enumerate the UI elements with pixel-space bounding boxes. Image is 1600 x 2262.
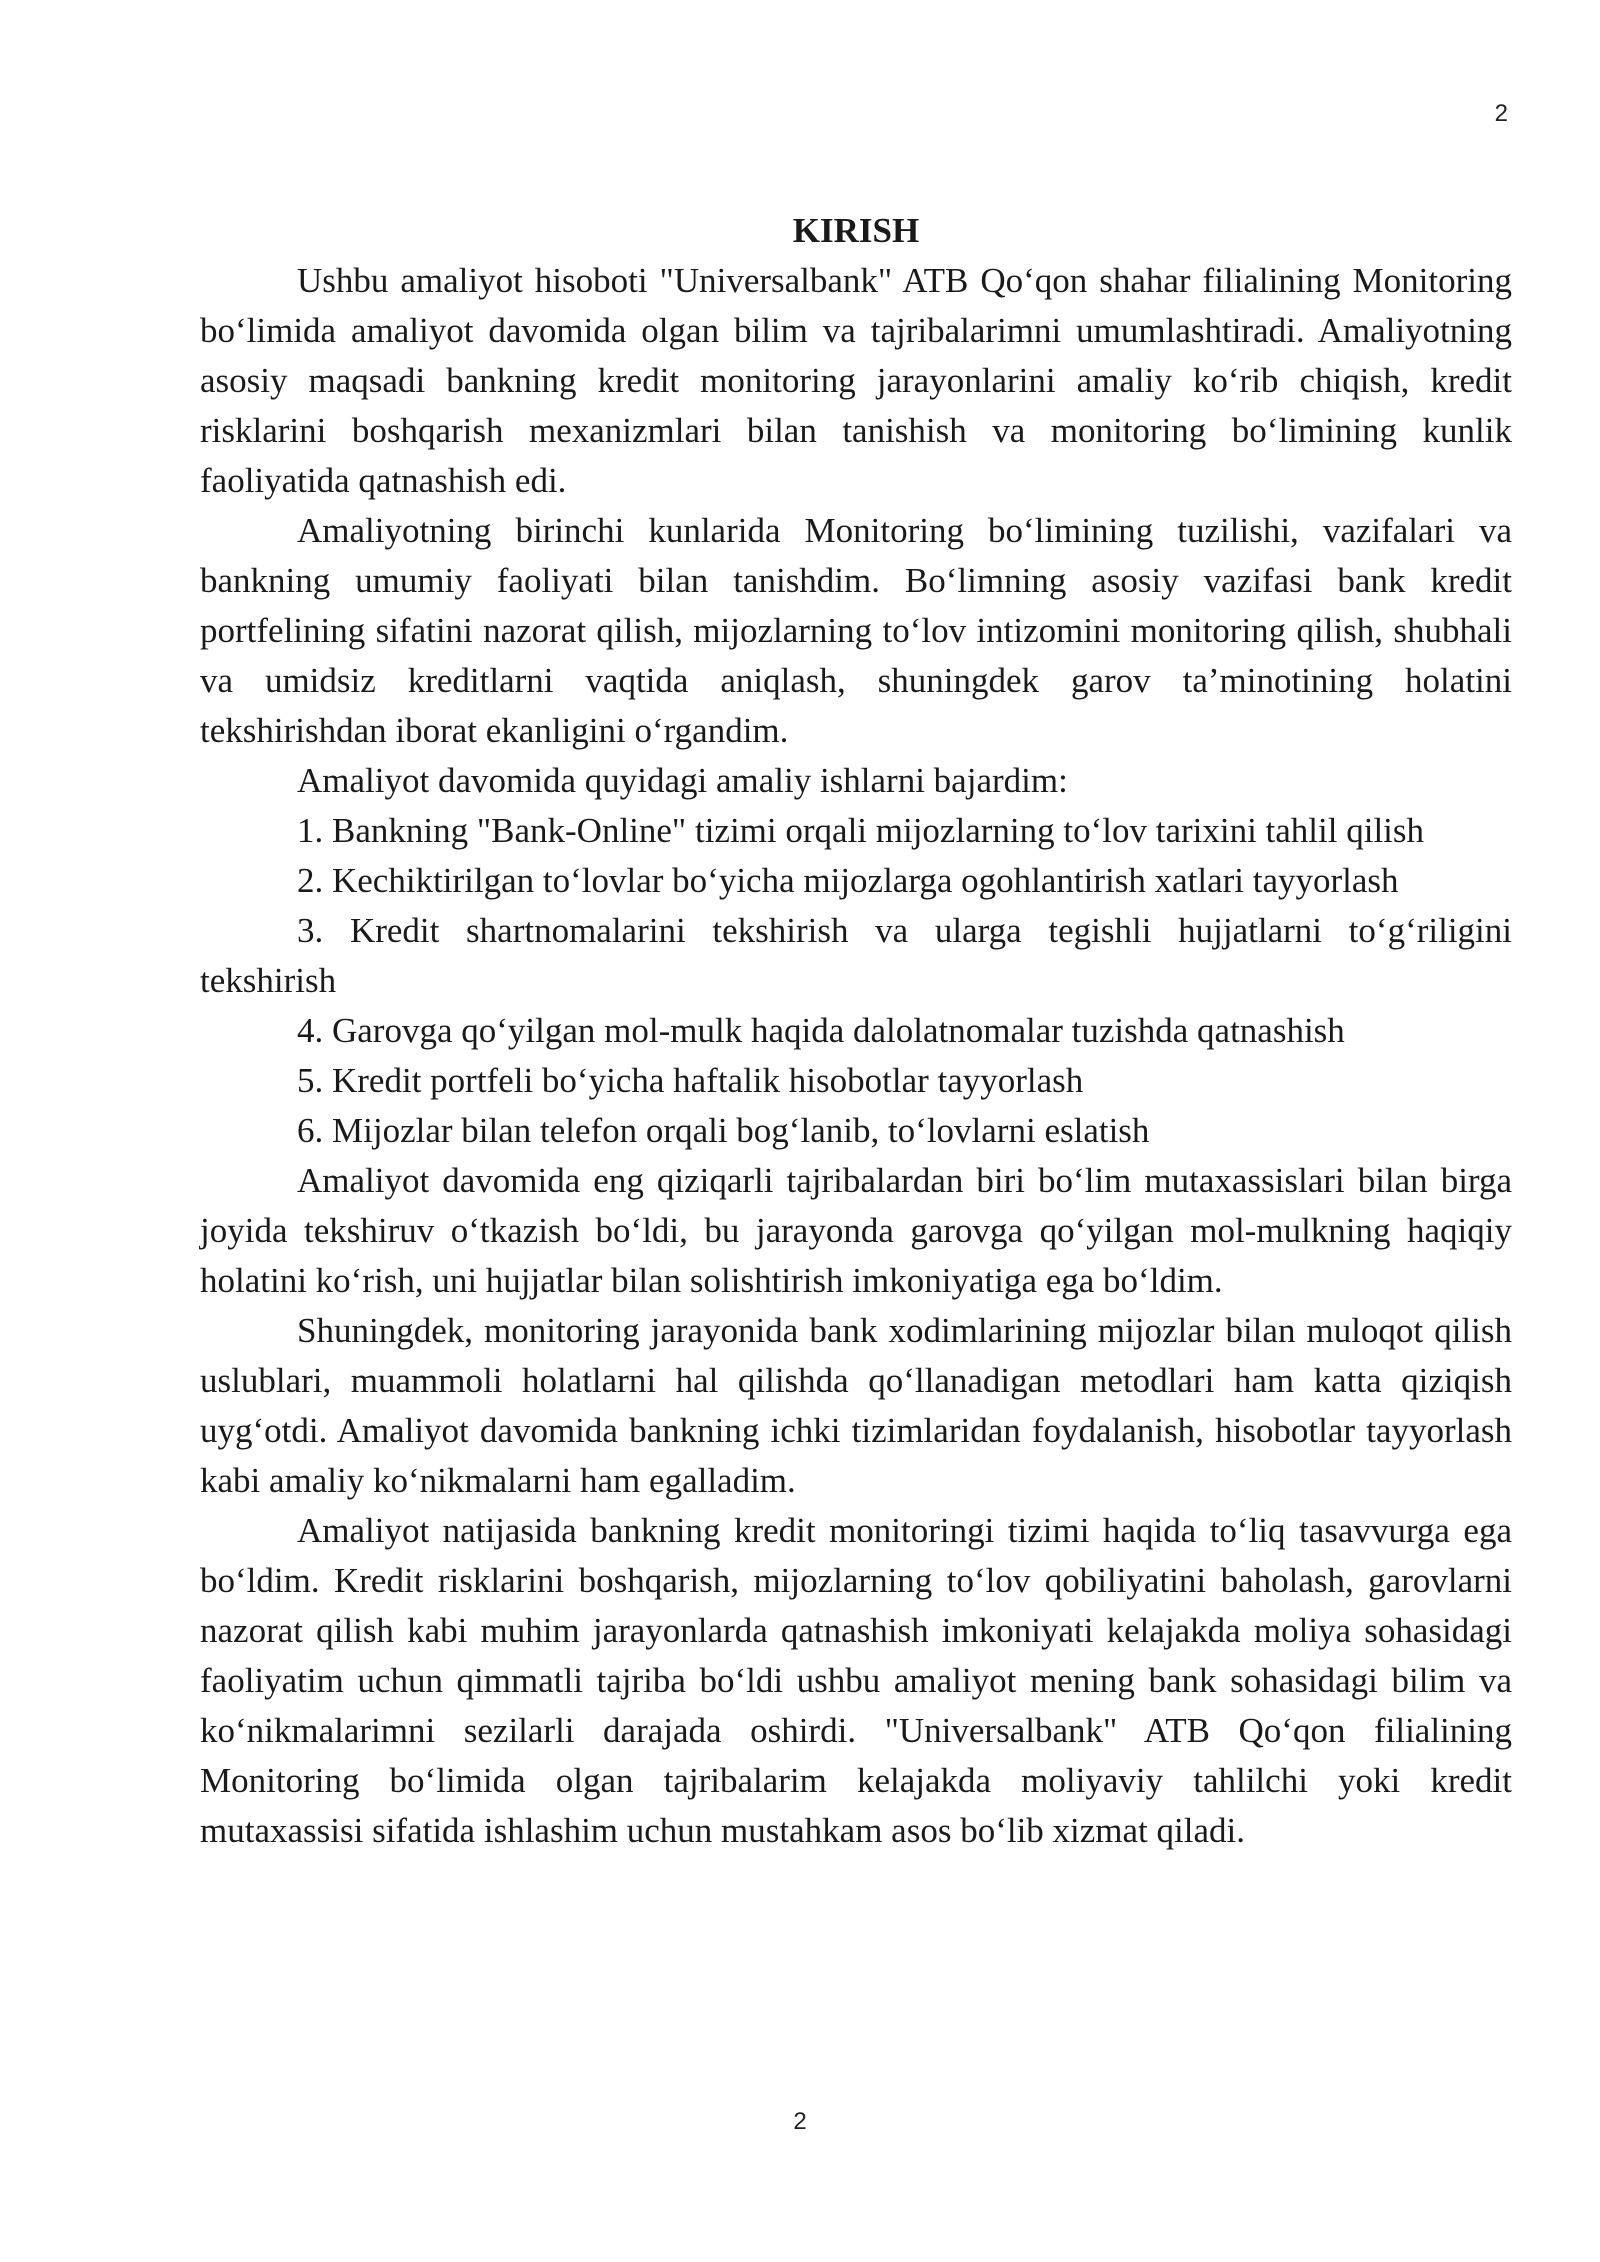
list-item: 3. Kredit shartnomalarini tekshirish va ularga tegishli hujjatlarni to‘g‘riligini tekshirish	[200, 911, 1512, 1000]
document-body	[200, 206, 1512, 1856]
paragraph-closing-1: Amaliyot davomida eng qiziqarli tajribalardan biri bo‘lim mutaxassislari bilan birga joyida tekshiruv o‘tkazish bo‘ldi, bu jarayonda garovga qo‘yilgan mol-mulkning haqiqiy holatini ko‘rish, uni hujjatlar bilan solishtirish imkoniyatiga ega bo‘ldim.	[200, 1161, 1512, 1300]
page-number-bottom: 2	[793, 2108, 807, 2135]
page-number-top: 2	[1494, 100, 1508, 127]
list-item: 1. Bankning "Bank-Online" tizimi orqali mijozlarning to‘lov tarixini tahlil qilish	[297, 811, 1425, 850]
list-item: 5. Kredit portfeli bo‘yicha haftalik hisobotlar tayyorlash	[297, 1061, 1084, 1100]
paragraph-closing-3: Amaliyot natijasida bankning kredit monitoringi tizimi haqida to‘liq tasavvurga ega bo‘ldim. Kredit risklarini boshqarish, mijozlarning to‘lov qobiliyatini baholash, garovlarni nazorat qilish kabi muhim jarayonlarda qatnashish imkoniyati kelajakda moliya sohasidagi faoliyatim uchun qimmatli tajriba bo‘ldi ushbu amaliyot mening bank sohasidagi bilim va ko‘nikmalarimni sezilarli darajada oshirdi. "Universalbank" ATB Qo‘qon filialining Monitoring bo‘limida olgan tajribalarim kelajakda moliyaviy tahlilchi yoki kredit mutaxassisi sifatida ishlashim uchun mustahkam asos bo‘lib xizmat qiladi.	[200, 1511, 1512, 1850]
list-item: 4. Garovga qo‘yilgan mol-mulk haqida dalolatnomalar tuzishda qatnashish	[297, 1011, 1345, 1050]
list-item: 6. Mijozlar bilan telefon orqali bog‘lanib, to‘lovlarni eslatish	[297, 1111, 1150, 1150]
section-title: KIRISH	[792, 211, 920, 250]
list-item: 2. Kechiktirilgan to‘lovlar bo‘yicha mijozlarga ogohlantirish xatlari tayyorlash	[297, 861, 1399, 900]
paragraph-list-lead: Amaliyot davomida quyidagi amaliy ishlarni bajardim:	[297, 761, 1068, 800]
paragraph-intro-2: Amaliyotning birinchi kunlarida Monitoring bo‘limining tuzilishi, vazifalari va bankning umumiy faoliyati bilan tanishdim. Bo‘limning asosiy vazifasi bank kredit portfelining sifatini nazorat qilish, mijozlarning to‘lov intizomini monitoring qilish, shubhali va umidsiz kreditlarni vaqtida aniqlash, shuningdek garov ta’minotining holatini tekshirishdan iborat ekanligini o‘rgandim.	[200, 511, 1512, 750]
paragraph-intro-1: Ushbu amaliyot hisoboti "Universalbank" ATB Qo‘qon shahar filialining Monitoring bo‘limida amaliyot davomida olgan bilim va tajribalarimni umumlashtiradi. Amaliyotning asosiy maqsadi bankning kredit monitoring jarayonlarini amaliy ko‘rib chiqish, kredit risklarini boshqarish mexanizmlari bilan tanishish va monitoring bo‘limining kunlik faoliyatida qatnashish edi.	[200, 261, 1512, 500]
paragraph-closing-2: Shuningdek, monitoring jarayonida bank xodimlarining mijozlar bilan muloqot qilish uslublari, muammoli holatlarni hal qilishda qo‘llanadigan metodlari ham katta qiziqish uyg‘otdi. Amaliyot davomida bankning ichki tizimlaridan foydalanish, hisobotlar tayyorlash kabi amaliy ko‘nikmalarni ham egalladim.	[200, 1311, 1512, 1500]
task-list	[200, 806, 1512, 1156]
